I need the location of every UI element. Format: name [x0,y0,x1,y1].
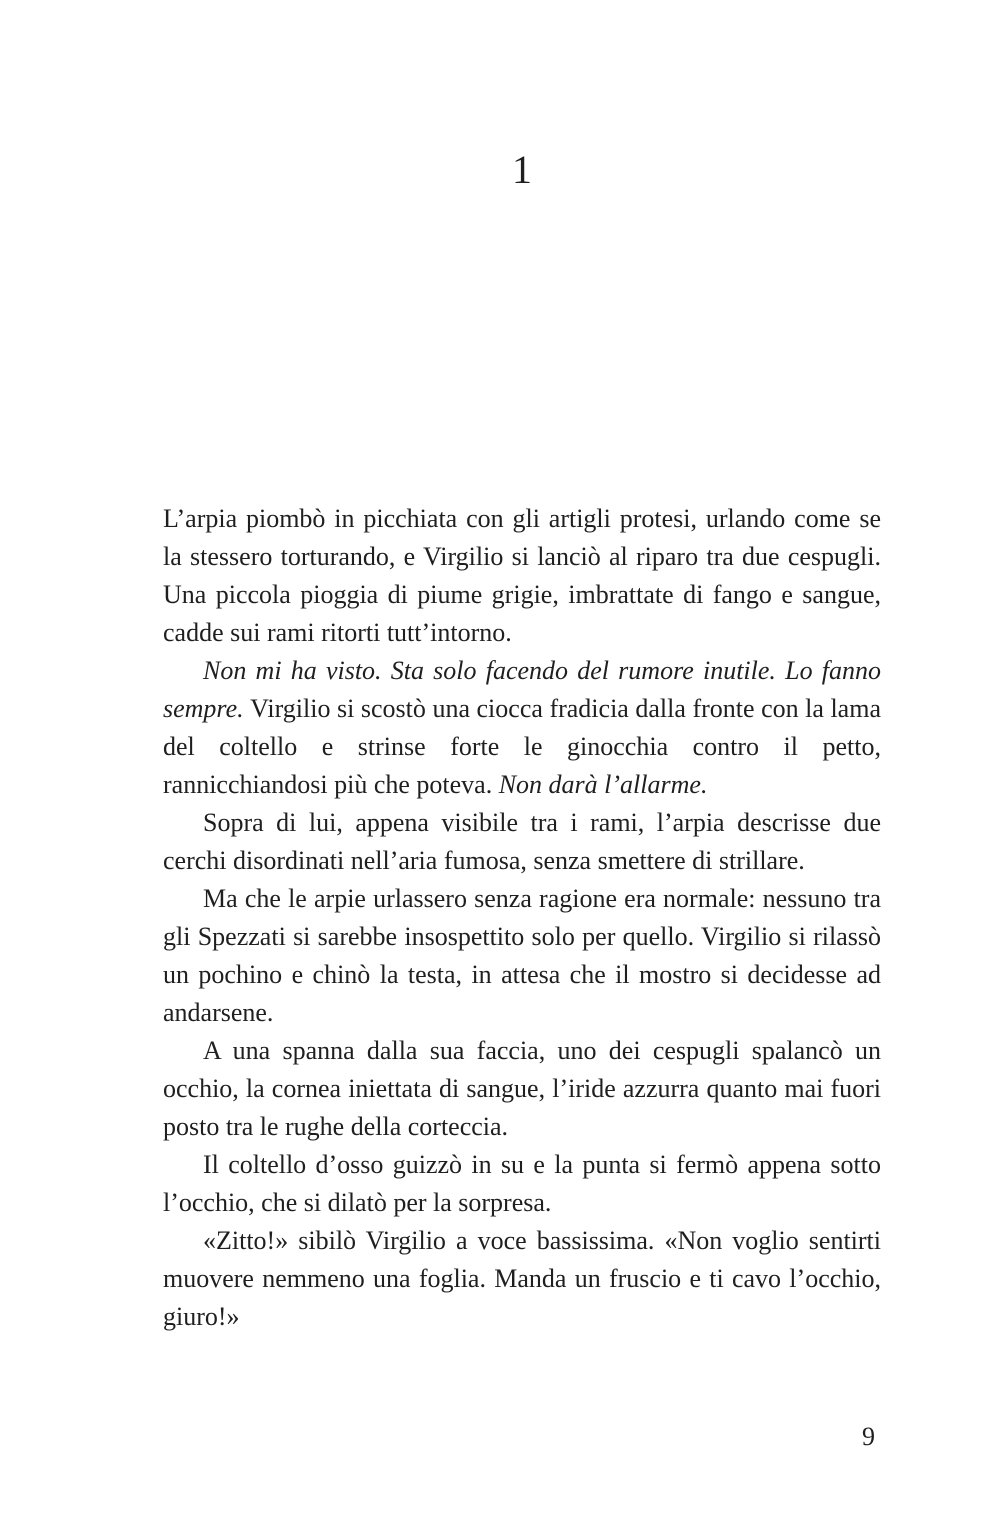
paragraph [163,1032,881,1146]
page-number: 9 [862,1422,875,1451]
text-run: L’arpia piombò in picchiata con gli artigli protesi, urlando come se la stessero torturando, e Virgilio si lanciò al riparo tra due cespugli. Una piccola pioggia di piume grigie, imbrattate di fango e sangue, cadde sui rami ritorti tutt’intorno. [163,504,881,647]
paragraph [163,652,881,804]
paragraph [163,804,881,880]
paragraph [163,1146,881,1222]
italic-text-run: Non mi ha visto. Sta solo facendo del rumore inutile. Lo fanno sempre. [163,656,881,723]
text-run: Sopra di lui, appena visibile tra i rami, l’arpia descrisse due cerchi disordinati nell’aria fumosa, senza smettere di strillare. [163,808,881,875]
chapter-number: 1 [512,147,532,192]
text-run: Il coltello d’osso guizzò in su e la punta si fermò appena sotto l’occhio, che si dilatò per la sorpresa. [163,1150,881,1217]
body-text [163,500,881,1336]
italic-text-run: Non darà l’allarme. [498,770,708,799]
paragraph [163,880,881,1032]
paragraph [163,500,881,652]
text-run: Ma che le arpie urlassero senza ragione era normale: nessuno tra gli Spezzati si sarebbe insospettito solo per quello. Virgilio si rilassò un pochino e chinò la testa, in attesa che il mostro si decidesse ad andarsene. [163,884,881,1027]
text-run: Virgilio si scostò una ciocca fradicia dalla fronte con la lama del coltello e strinse forte le ginocchia contro il petto, rannicchiandosi più che poteva. [163,694,881,799]
paragraph [163,1222,881,1336]
text-run: «Zitto!» sibilò Virgilio a voce bassissima. «Non voglio sentirti muovere nemmeno una foglia. Manda un fruscio e ti cavo l’occhio, giuro!» [163,1226,881,1331]
text-run: A una spanna dalla sua faccia, uno dei cespugli spalancò un occhio, la cornea iniettata di sangue, l’iride azzurra quanto mai fuori posto tra le rughe della corteccia. [163,1036,881,1141]
